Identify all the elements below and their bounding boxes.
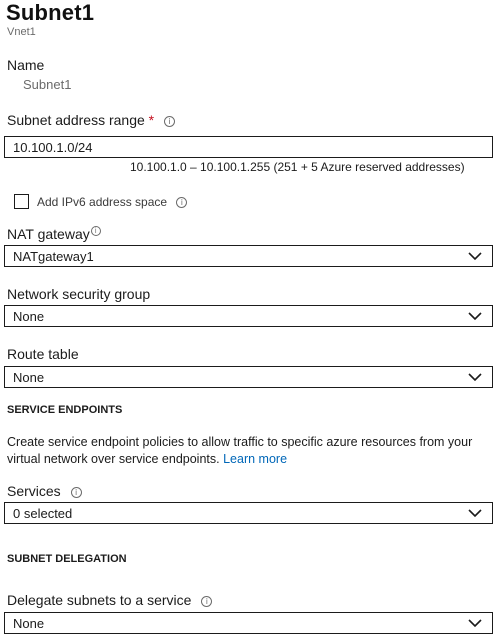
nsg-value: None xyxy=(13,309,45,324)
name-value: Subnet1 xyxy=(23,77,72,92)
nat-gateway-value: NATgateway1 xyxy=(13,249,94,264)
info-icon[interactable]: i xyxy=(71,487,82,498)
learn-more-link[interactable]: Learn more xyxy=(223,452,288,466)
chevron-down-icon xyxy=(468,251,482,261)
info-icon[interactable]: i xyxy=(201,596,212,607)
nat-gateway-dropdown[interactable] xyxy=(4,245,493,267)
address-range-input[interactable] xyxy=(4,136,493,158)
service-endpoints-text: Create service endpoint policies to allow traffic to specific azure resources from your virtual network over service endpoints. xyxy=(7,435,473,466)
ipv6-checkbox[interactable] xyxy=(14,194,29,209)
delegation-label: Delegate subnets to a service xyxy=(7,592,192,608)
required-marker: * xyxy=(148,112,155,128)
page-title: Subnet1 xyxy=(6,0,95,25)
service-endpoints-heading: SERVICE ENDPOINTS xyxy=(7,404,123,416)
chevron-down-icon xyxy=(468,311,482,321)
address-range-hint: 10.100.1.0 – 10.100.1.255 (251 + 5 Azure reserved addresses) xyxy=(130,160,465,174)
chevron-down-icon xyxy=(468,618,482,628)
page-subtitle: Vnet1 xyxy=(7,26,36,38)
nat-gateway-label-row xyxy=(7,226,101,242)
ipv6-label: Add IPv6 address space xyxy=(37,195,168,209)
route-table-label: Route table xyxy=(7,346,79,362)
address-range-label: Subnet address range xyxy=(7,112,145,128)
delegation-dropdown[interactable] xyxy=(4,612,493,634)
services-value: 0 selected xyxy=(13,506,73,521)
subnet-delegation-heading: SUBNET DELEGATION xyxy=(7,553,127,565)
nat-gateway-label: NAT gateway xyxy=(7,226,90,242)
info-icon[interactable]: i xyxy=(176,197,187,208)
info-icon[interactable]: i xyxy=(91,226,101,236)
route-table-value: None xyxy=(13,370,45,385)
ipv6-label-row xyxy=(37,195,187,209)
delegation-label-row xyxy=(7,592,212,608)
delegation-value: None xyxy=(13,616,45,631)
address-range-value: 10.100.1.0/24 xyxy=(13,140,93,155)
chevron-down-icon xyxy=(468,372,482,382)
nsg-label: Network security group xyxy=(7,286,151,302)
nsg-dropdown[interactable] xyxy=(4,305,493,327)
address-range-label-row xyxy=(7,112,175,128)
info-icon[interactable]: i xyxy=(164,116,175,127)
route-table-dropdown[interactable] xyxy=(4,366,493,388)
name-label: Name xyxy=(7,57,45,73)
services-label-row xyxy=(7,483,82,499)
services-dropdown[interactable] xyxy=(4,502,493,524)
services-label: Services xyxy=(7,483,61,499)
service-endpoints-description xyxy=(7,434,497,468)
chevron-down-icon xyxy=(468,508,482,518)
